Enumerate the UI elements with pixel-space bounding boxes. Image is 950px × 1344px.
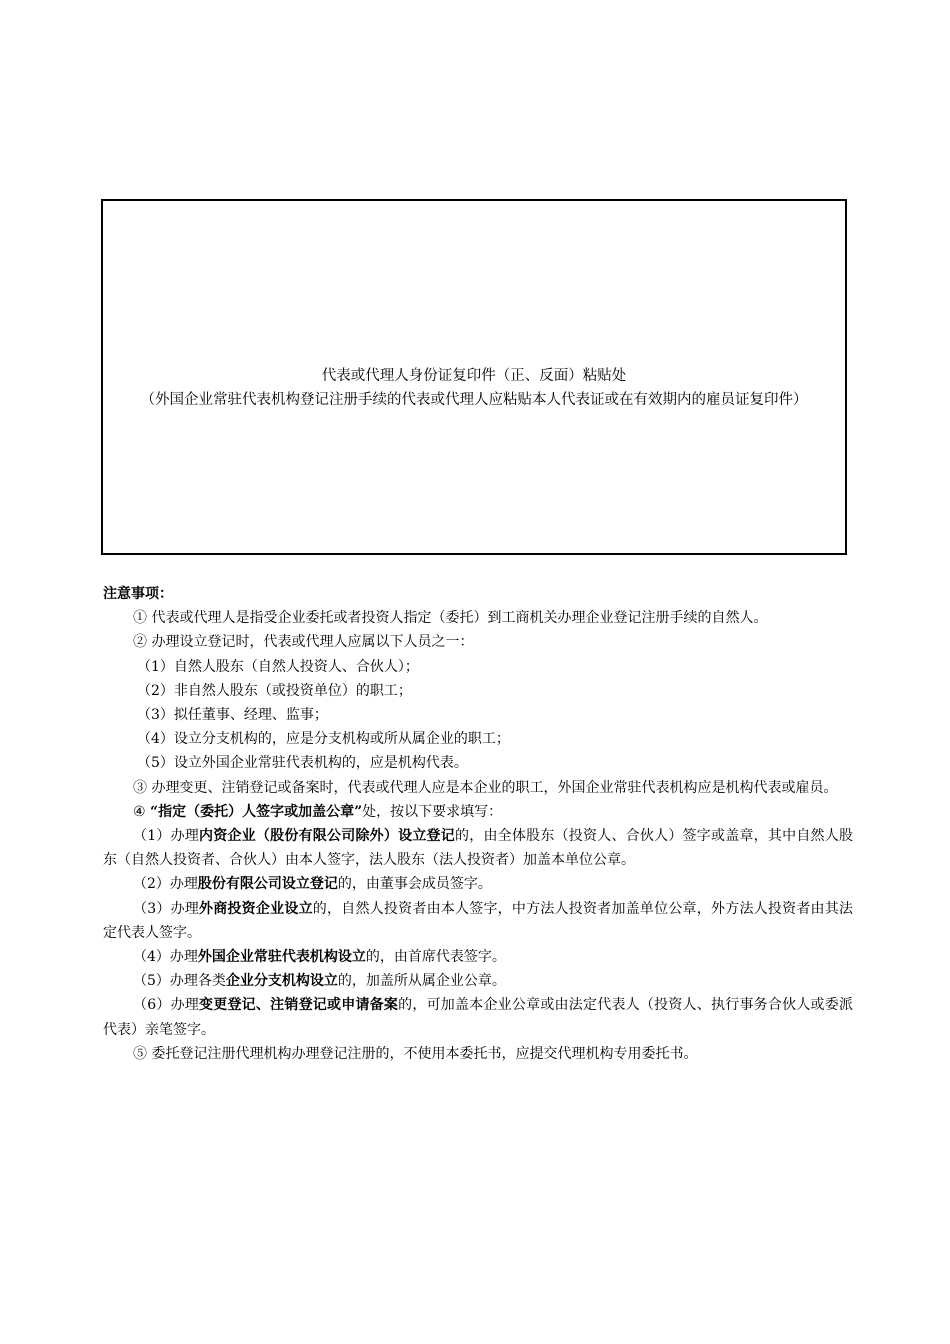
note-item-4 [103,800,853,824]
note-item-4-emphasis: “指定（委托）人签字或加盖公章” [150,803,363,820]
rule-6-prefix: （6）办理 [133,997,200,1014]
rule-6-emphasis: 变更登记、注销登记或申请备案 [199,997,399,1014]
rule-5-emphasis: 企业分支机构设立 [225,973,338,990]
note-sub-item-1: （1）自然人股东（自然人投资人、合伙人）； [137,658,419,675]
rule-6-text: 的，可加盖本企业公章或由法定代表人（投资人、执行事务合伙人或委派代表）亲笔签字。 [103,997,853,1038]
rule-2-emphasis: 股份有限公司设立登记 [197,876,338,893]
rule-1-prefix: （1）办理 [133,828,200,845]
note-item-5: ⑤ 委托登记注册代理机构办理登记注册的，不使用本委托书，应提交代理机构专用委托书。 [133,1045,698,1062]
note-item-3: ③ 办理变更、注销登记或备案时，代表或代理人应是本企业的职工，外国企业常驻代表机构应是机构代表或雇员。 [133,779,838,796]
rule-4 [103,945,853,969]
rule-1-emphasis: 内资企业（股份有限公司除外）设立登记 [199,828,456,845]
rule-5-text: 的，加盖所从属企业公章。 [337,973,506,990]
rule-3 [103,897,853,945]
rule-2-text: 的，由董事会成员签字。 [337,876,492,893]
rule-6 [103,993,853,1041]
rule-3-emphasis: 外商投资企业设立 [199,900,313,917]
rule-4-prefix: （4）办理 [133,949,198,966]
note-item-4-suffix: 处，按以下要求填写： [362,803,503,820]
rule-4-emphasis: 外国企业常驻代表机构设立 [197,949,366,966]
paste-area-title: 代表或代理人身份证复印件（正、反面）粘贴处 [321,368,627,384]
rule-2 [103,872,853,896]
rule-2-prefix: （2）办理 [133,876,198,893]
rule-3-text: 的，自然人投资者由本人签字，中方法人投资者加盖单位公章，外方法人投资者由其法定代表人签字。 [103,900,853,941]
notes-section [103,582,853,1066]
rule-1 [103,824,853,872]
rule-4-text: 的，由首席代表签字。 [365,949,506,966]
paste-area-note: （外国企业常驻代表机构登记注册手续的代表或代理人应粘贴本人代表证或在有效期内的雇员证复印件） [140,392,808,408]
note-item-1: ① 代表或代理人是指受企业委托或者投资人指定（委托）到工商机关办理企业登记注册手续的自然人。 [133,610,768,627]
id-copy-paste-area [101,199,847,555]
note-sub-item-3: （3）拟任董事、经理、监事； [137,707,328,724]
note-item-4-prefix: ④ [133,803,151,820]
note-item-2: ② 办理设立登记时，代表或代理人应属以下人员之一： [133,634,474,651]
notes-heading: 注意事项： [103,586,173,602]
rule-5-prefix: （5）办理各类 [133,973,226,990]
rule-3-prefix: （3）办理 [133,900,200,917]
rule-1-text: 的，由全体股东（投资人、合伙人）签字或盖章，其中自然人股东（自然人投资者、合伙人）由本人签字，法人股东（法人投资者）加盖本单位公章。 [103,828,853,869]
rule-5 [103,969,853,993]
paste-area-caption [103,364,845,412]
note-sub-item-2: （2）非自然人股东（或投资单位）的职工； [137,682,412,699]
note-sub-item-4: （4）设立分支机构的，应是分支机构或所从属企业的职工； [137,731,510,748]
note-sub-item-5: （5）设立外国企业常驻代表机构的，应是机构代表。 [137,755,468,772]
